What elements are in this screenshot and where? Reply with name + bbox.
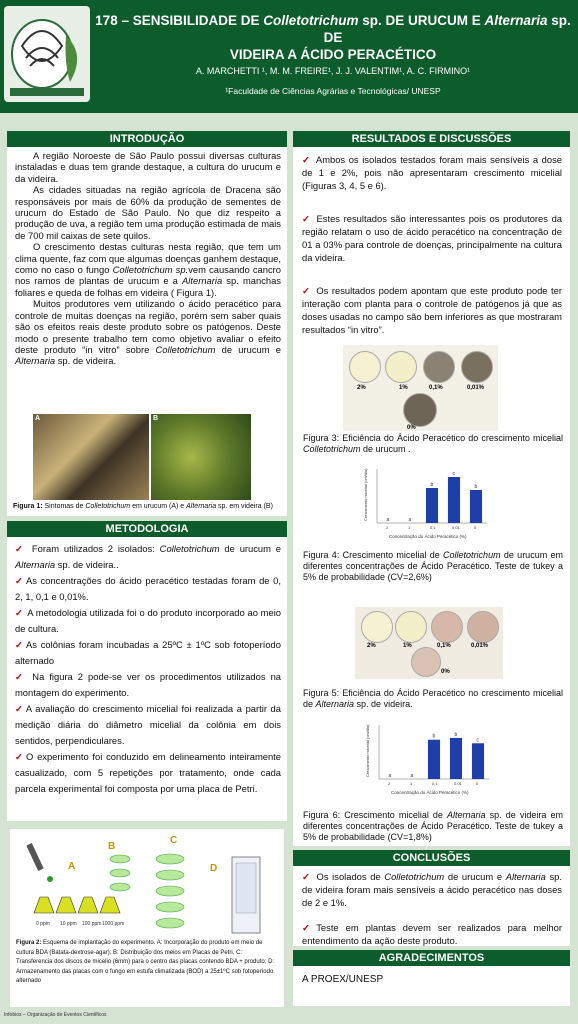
figure2-caption: Figura 2: Esquema de implantação do experimento. A: Incorporação do produto em meio de cultura BDA (Batata-dextrose-agar); B: Distribuição dos meios em Placas de Petri, C: Transferencia dos discos de micelio (6mm) para o centro das placas contendo BDA + produto; D: Armazenamento das placas com o fungo em estufa climatizada (BOD) a 25±1ºC sob fotoperíodo alternado <box>16 940 275 984</box>
figure1-photo-a: A <box>33 414 149 500</box>
logo <box>4 6 90 102</box>
figure5-caption: Figura 5: Eficiência do Ácido Peracético no crescimento micelial de Alternaria sp. de videira. <box>303 688 563 709</box>
intro-p1: A região Noroeste de São Paulo possui diversas culturas instaladas e duas tem grande destaque, a cultura do urucum e da videira. <box>15 150 281 184</box>
chart6-tick-label: 1 <box>410 781 413 786</box>
figure3-caption: Figura 3: Eficiência do Ácido Peracético do crescimento micelial Colletotrichum de urucum . <box>303 433 563 454</box>
plate-label: 0,01% <box>471 643 489 649</box>
plate-label: 0,1% <box>429 385 443 391</box>
plate <box>349 351 381 383</box>
ack-section <box>293 950 570 1006</box>
plate-label: 0% <box>407 425 416 431</box>
chart6-letter: c <box>476 737 479 744</box>
chart4-xlabel: Concentração do Ácido Peracético (%) <box>389 534 467 539</box>
fig2-flask-2: 100 ppm <box>82 921 102 927</box>
intro-heading: INTRODUÇÃO <box>7 131 287 147</box>
chart6-letter: b <box>432 733 436 740</box>
chart6-letter: a <box>410 773 414 779</box>
method-item-1: ✓ Foram utilizados 2 isolados: Colletotrichum de urucum e Alternaria sp. de videira.. <box>15 543 282 570</box>
chart4-letter: b <box>430 482 434 488</box>
chart6-tick-label: 0,01 <box>454 781 462 786</box>
intro-text <box>7 147 287 367</box>
figure2-diagram <box>10 829 284 939</box>
chart6-xlabel: Concentração do Ácido Peracético (%) <box>391 790 469 795</box>
plate <box>411 647 441 677</box>
chart6-bar <box>428 740 440 779</box>
chart6-bar <box>472 743 484 779</box>
plate-label: 0,1% <box>437 643 451 649</box>
plate <box>423 351 455 383</box>
method-item-5: ✓ Na figura 2 pode-se ver os procedimentos utilizados na montagem do experimento. <box>15 671 281 698</box>
chart4-letter: a <box>386 517 390 523</box>
figure4-caption: Figura 4: Crescimento micelial de Colletotrichum de urucum em diferentes concentrações de Ácido Peracético. Teste de tukey a 5% de probabilidade (CV=2,6%) <box>303 550 563 582</box>
method-section <box>7 521 287 821</box>
chart6-bar <box>450 738 462 779</box>
chart4-tick-label: 0,01 <box>452 525 460 530</box>
authors: A. MARCHETTI ¹, M. M. FREIRE¹, J. J. VALENTIM¹, A. C. FIRMINO¹ <box>195 66 471 76</box>
results-item-2: ✓ Estes resultados são interessantes pois os produtores da região relatam o uso de ácido peracético na concentração de 01 a 03% para controle de doenças, principalmente na cultura da videira. <box>302 213 563 263</box>
fig2-label-b: B <box>108 841 116 852</box>
chart6-ylabel: Crescimento micelial (cm/dia) <box>365 724 370 777</box>
chart6-letter: b <box>454 731 458 738</box>
plate-label: 2% <box>367 643 376 649</box>
chart4-letter: a <box>408 517 412 523</box>
intro-p4: Muitos produtores vem utilizando o ácido peracético para controle de muitas doenças na região, porém sem saber quais são os efeitos reais deste produto sobre os patógenos. Deste modo o presente trabalho tem como objetivo avaliar o efeito deste produto “in vitro” sobre Colletotrichum de urucum e Alternaria sp. de videira. <box>15 298 281 367</box>
intro-section <box>7 131 287 516</box>
plate-label: 1% <box>399 385 408 391</box>
plate <box>467 611 499 643</box>
method-text <box>7 537 287 797</box>
figure6-caption: Figura 6: Crescimento micelial de Alternaria sp. de videira em diferentes concentrações de Ácido Peracético. Teste de tukey a 5% de probabilidade (CV=1,8%) <box>303 810 563 842</box>
plate <box>461 351 493 383</box>
chart4-bar <box>470 490 482 523</box>
chart4-tick-label: 1 <box>408 525 411 530</box>
method-heading: METODOLOGIA <box>7 521 287 537</box>
poster-header <box>0 0 578 113</box>
chart6-tick-label: 2 <box>388 781 391 786</box>
plate-label: 1% <box>403 643 412 649</box>
fig2-flask-3: 1000 ppm <box>102 921 125 927</box>
ack-text: A PROEX/UNESP <box>302 974 384 985</box>
plate <box>385 351 417 383</box>
figure1-caption: Figura 1: Sintomas de Colletotrichum em urucum (A) e Alternaria sp. em videira (B) <box>13 503 273 510</box>
chart4-letter: b <box>474 484 478 490</box>
plate <box>403 393 437 427</box>
affiliation: ¹Faculdade de Ciências Agrárias e Tecnológicas/ UNESP <box>225 86 441 96</box>
fig2-label-d: D <box>210 863 218 874</box>
conclusions-section <box>293 850 570 946</box>
poster-title: 178 – SENSIBILIDADE DE Colletotrichum sp. DE URUCUM E Alternaria sp. DE VIDEIRA A ÁCIDO PERACÉTICO <box>95 13 571 62</box>
plate <box>395 611 427 643</box>
chart4-tick-label: 0 <box>474 525 477 530</box>
conclusion-item-2: ✓ Teste em plantas devem ser realizados para melhor entendimento da ação deste produto. <box>302 922 562 946</box>
results-item-3: ✓ Os resultados podem apontam que este produto pode ter interação com planta para o controle de patógenos já que as doses usadas no campo são bem inferiores as que mostraram resultados “in vitro”. <box>302 285 562 335</box>
conclusions-text <box>293 866 570 947</box>
plate <box>361 611 393 643</box>
fig2-label-a: A <box>68 861 76 872</box>
chart4-ylabel: Crescimento micelial (cm/dia) <box>363 468 368 521</box>
figure4-chart <box>363 465 493 541</box>
results-item-1: ✓ Ambos os isolados testados foram mais sensíveis a dose de 1 e 2%, pois não apresentaram crescimento micelial (Figuras 3, 4, 5 e 6). <box>302 154 562 191</box>
method-item-7: ✓ O experimento foi conduzido em delineamento inteiramente casualizado, com 5 repetições por tratamento, onde cada parcela experimental foi composta por uma placa de Petri. <box>15 751 281 794</box>
method-item-2: ✓ As concentrações do ácido peracético testadas foram de 0, 2, 1, 0,1 e 0,01%. <box>15 575 282 602</box>
chart4-bar <box>448 477 460 523</box>
chart6-letter: a <box>388 773 392 779</box>
method-item-3: ✓ A metodologia utilizada foi o do produto incorporado ao meio de cultura. <box>15 607 282 634</box>
intro-p2: As cidades situadas na região agrícola de Dracena são responsáveis por mais de 60% da produção de sementes de urucum do Estado de São Paulo. No que diz respeito a produção de uva, a região tem uma produção estimada de mais de 700 mil caixas de sete quilos. <box>15 184 281 241</box>
results-text <box>293 147 570 336</box>
figure6-chart <box>365 721 495 797</box>
fig2-flask-1: 10 ppm <box>60 921 77 927</box>
chart6-tick-label: 0,1 <box>432 781 438 786</box>
chart4-bar <box>426 488 438 523</box>
plate <box>431 611 463 643</box>
plate-label: 0,01% <box>467 385 485 391</box>
chart6-tick-label: 0 <box>476 781 479 786</box>
fig2-flask-0: 0 ppm <box>36 921 50 927</box>
plate-label: 2% <box>357 385 366 391</box>
figure5-photo <box>355 607 503 679</box>
conclusion-item-1: ✓ Os isolados de Colletotrichum de urucum e Alternaria sp. de videira foram mais sensíveis a ácido peracético nas doses de 2 e 1%. <box>302 871 562 908</box>
fig2-label-c: C <box>170 835 178 846</box>
footer: Infobios – Organização de Eventos Científicos <box>4 1012 107 1018</box>
results-section <box>293 131 570 846</box>
method-item-4: ✓ As colônias foram incubadas a 25ºC ± 1ºC sob fotoperíodo alternado <box>15 639 281 666</box>
method-item-6: ✓ A avaliação do crescimento micelial foi realizada a partir da medição diária do diâmetro micelial da colônia em dois sentidos, perpendiculares. <box>15 703 281 746</box>
figure3-photo <box>343 345 498 431</box>
conclusions-heading: CONCLUSÕES <box>293 850 570 866</box>
ack-heading: AGRADECIMENTOS <box>293 950 570 966</box>
figure2-box <box>10 829 284 1007</box>
chart4-letter: c <box>452 471 455 477</box>
figure1-photo-b: B <box>151 414 251 500</box>
chart4-tick-label: 2 <box>386 525 389 530</box>
results-heading: RESULTADOS E DISCUSSÕES <box>293 131 570 147</box>
intro-p3: O crescimento destas culturas nesta região, que tem um clima quente, faz com que algumas doenças ganhem destaque, como no caso o fungo Colletotrichum sp.vem causando cancro nos ramos de plantas de urucum e a Alternaria sp. manchas foliares e queda de folhas em videira ( Figura 1). <box>15 241 282 298</box>
chart4-tick-label: 0,1 <box>430 525 436 530</box>
plate-label: 0% <box>441 669 450 675</box>
